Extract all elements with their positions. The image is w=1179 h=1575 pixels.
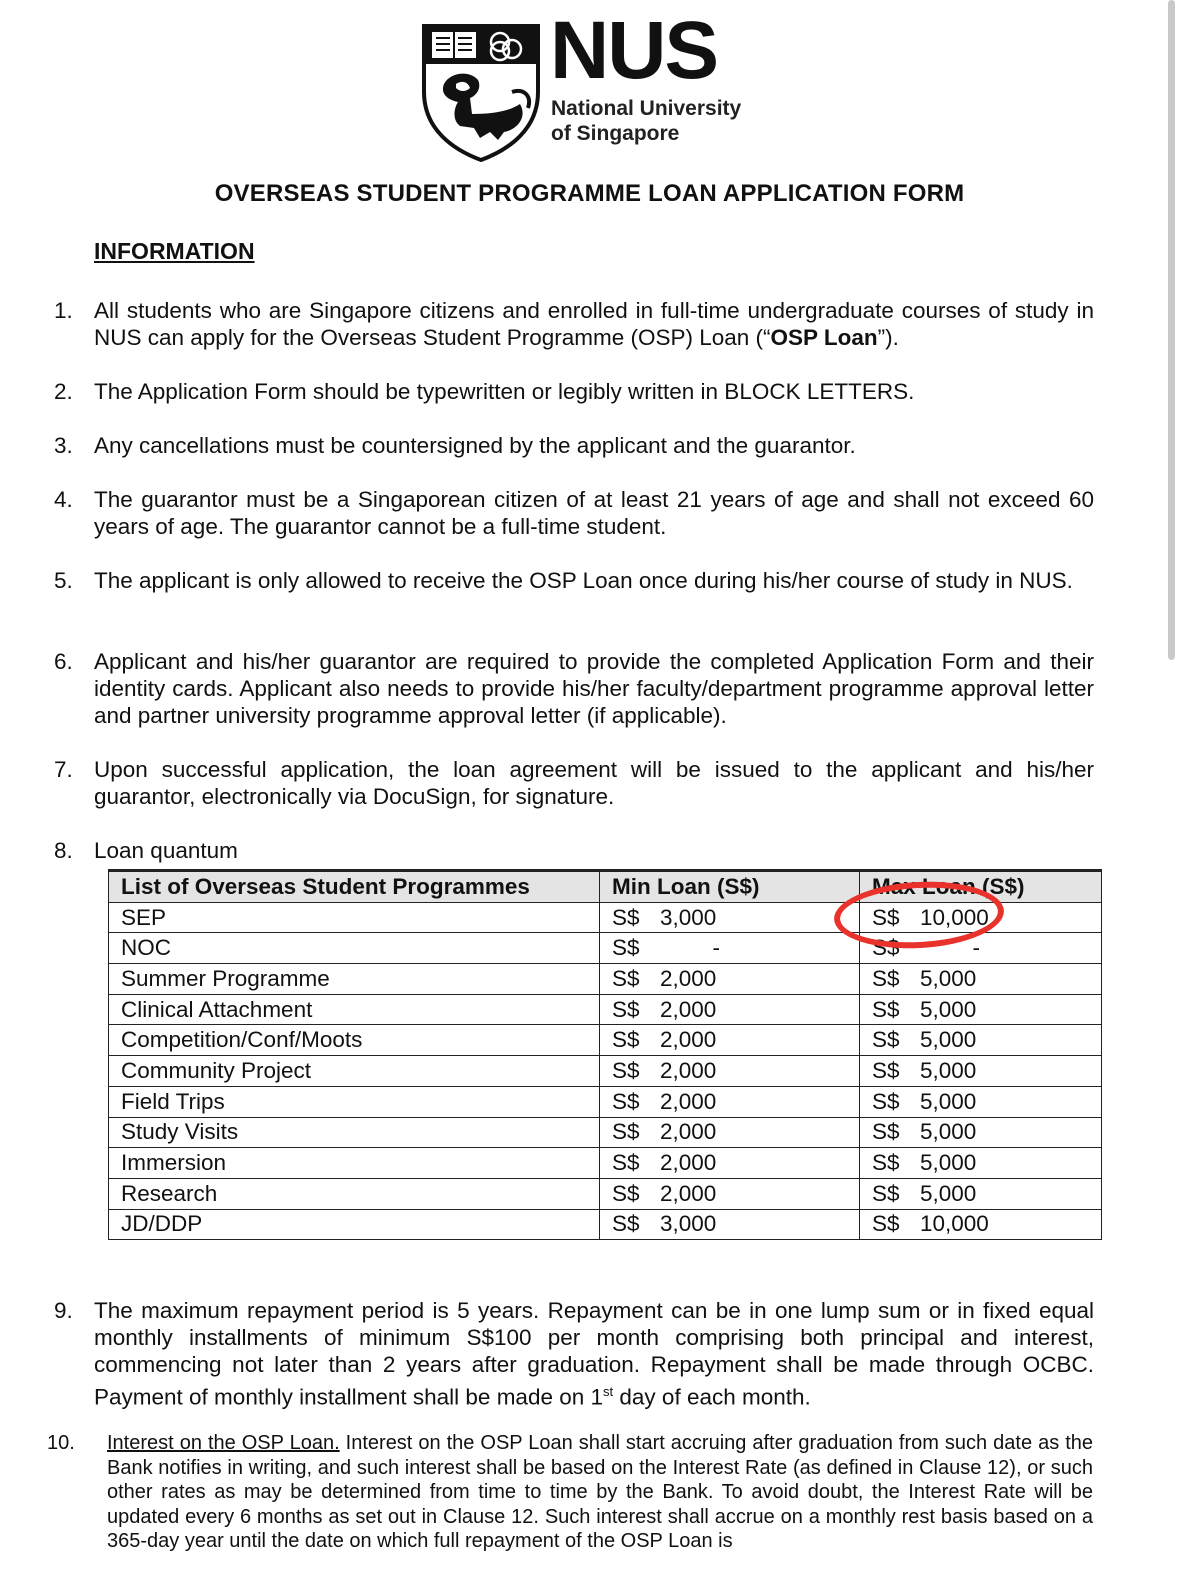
cell-min-loan: S$ 3,000 [600, 902, 860, 933]
cell-programme: JD/DDP [109, 1209, 600, 1240]
table-row [109, 1148, 1102, 1179]
item-text: Loan quantum [94, 838, 238, 863]
cell-min-loan: S$ 3,000 [600, 1209, 860, 1240]
cell-max-loan: S$ 5,000 [860, 1086, 1102, 1117]
cell-programme: NOC [109, 933, 600, 964]
item-text: The applicant is only allowed to receive the OSP Loan once during his/her course of study in NUS. [94, 568, 1073, 593]
cell-programme: Study Visits [109, 1117, 600, 1148]
cell-programme: Immersion [109, 1148, 600, 1179]
item-text: The guarantor must be a Singaporean citizen of at least 21 years of age and shall not exceed 60 years of age. The guarantor cannot be a full-time student. [94, 487, 1094, 539]
cell-min-loan: S$ - [600, 933, 860, 964]
cell-min-loan: S$ 2,000 [600, 994, 860, 1025]
cell-max-loan: S$ 5,000 [860, 1148, 1102, 1179]
item-number: 9. [54, 1298, 73, 1323]
table-row [109, 1056, 1102, 1087]
item-number: 8. [54, 838, 73, 863]
cell-max-loan: S$ 5,000 [860, 994, 1102, 1025]
item-number: 2. [54, 379, 73, 404]
cell-min-loan: S$ 2,000 [600, 1178, 860, 1209]
scrollbar[interactable] [1168, 0, 1175, 660]
item-number: 6. [54, 649, 73, 674]
table-row [109, 1025, 1102, 1056]
item-text: Applicant and his/her guarantor are required to provide the completed Application Form and their identity cards. Applicant also needs to provide his/her faculty/department programme approval letter and partner university programme approval letter (if applicable). [94, 649, 1094, 728]
cell-min-loan: S$ 2,000 [600, 964, 860, 995]
item-number: 10. [47, 1432, 75, 1454]
cell-max-loan: S$ 5,000 [860, 1056, 1102, 1087]
cell-programme: Competition/Conf/Moots [109, 1025, 600, 1056]
cell-max-loan: S$ 5,000 [860, 964, 1102, 995]
item-text: Any cancellations must be countersigned by the applicant and the guarantor. [94, 433, 856, 458]
item-text: All students who are Singapore citizens and enrolled in full-time undergraduate courses of study in NUS can apply for the Overseas Student Programme (OSP) Loan (“OSP Loan”). [94, 298, 1094, 350]
cell-min-loan: S$ 2,000 [600, 1086, 860, 1117]
nus-subtitle [551, 96, 741, 146]
cell-programme: SEP [109, 902, 600, 933]
cell-programme: Research [109, 1178, 600, 1209]
cell-programme: Field Trips [109, 1086, 600, 1117]
nus-wordmark: NUS [550, 5, 718, 96]
cell-max-loan: S$ 10,000 [860, 902, 1102, 933]
table-row [109, 994, 1102, 1025]
cell-min-loan: S$ 2,000 [600, 1025, 860, 1056]
item-number: 7. [54, 757, 73, 782]
cell-programme: Summer Programme [109, 964, 600, 995]
page-title: OVERSEAS STUDENT PROGRAMME LOAN APPLICATION FORM [214, 180, 965, 207]
table-row [109, 1209, 1102, 1240]
table-row [109, 964, 1102, 995]
item-number: 4. [54, 487, 73, 512]
item-number: 1. [54, 298, 73, 323]
cell-programme: Community Project [109, 1056, 600, 1087]
table-row [109, 1086, 1102, 1117]
cell-min-loan: S$ 2,000 [600, 1056, 860, 1087]
table-row [109, 1117, 1102, 1148]
cell-max-loan: S$ 5,000 [860, 1178, 1102, 1209]
column-header-max-loan: Max Loan (S$) [860, 871, 1102, 903]
nus-subtitle-line1: National University [551, 97, 742, 120]
item-text: The maximum repayment period is 5 years. Repayment can be in one lump sum or in fixed equal monthly installments of minimum S$100 per month comprising both principal and interest, commencing not later than 2 years after graduation. Repayment shall be made through OCBC. Payment of monthly installment shall be made on 1st day of each month. [94, 1298, 1094, 1410]
item-number: 5. [54, 568, 73, 593]
nus-subtitle-line2: of Singapore [551, 122, 680, 145]
section-heading: INFORMATION [94, 238, 255, 264]
item-number: 3. [54, 433, 73, 458]
cell-max-loan: S$ 5,000 [860, 1025, 1102, 1056]
column-header-programme: List of Overseas Student Programmes [109, 871, 600, 903]
cell-max-loan: S$ 10,000 [860, 1209, 1102, 1240]
nus-crest-icon [420, 22, 542, 162]
item-text: Upon successful application, the loan agreement will be issued to the applicant and his/her guarantor, electronically via DocuSign, for signature. [94, 757, 1094, 809]
item-text: Interest on the OSP Loan. Interest on the OSP Loan shall start accruing after graduation from such date as the Bank notifies in writing, and such interest shall be based on the Interest Rate (as defined in Clause 12), or such other rates as may be determined from time to time by the Bank. To avoid doubt, the Interest Rate will be updated every 6 months as set out in Clause 12. Such interest shall accrue on a monthly rest basis based on a 365-day year until the date on which full repayment of the OSP Loan is [107, 1432, 1093, 1552]
item-text: The Application Form should be typewritten or legibly written in BLOCK LETTERS. [94, 379, 915, 404]
cell-max-loan: S$ 5,000 [860, 1117, 1102, 1148]
cell-min-loan: S$ 2,000 [600, 1117, 860, 1148]
table-row [109, 1178, 1102, 1209]
cell-min-loan: S$ 2,000 [600, 1148, 860, 1179]
cell-programme: Clinical Attachment [109, 994, 600, 1025]
column-header-min-loan: Min Loan (S$) [600, 871, 860, 903]
cell-max-loan: S$ - [860, 933, 1102, 964]
nus-logo [420, 5, 760, 163]
